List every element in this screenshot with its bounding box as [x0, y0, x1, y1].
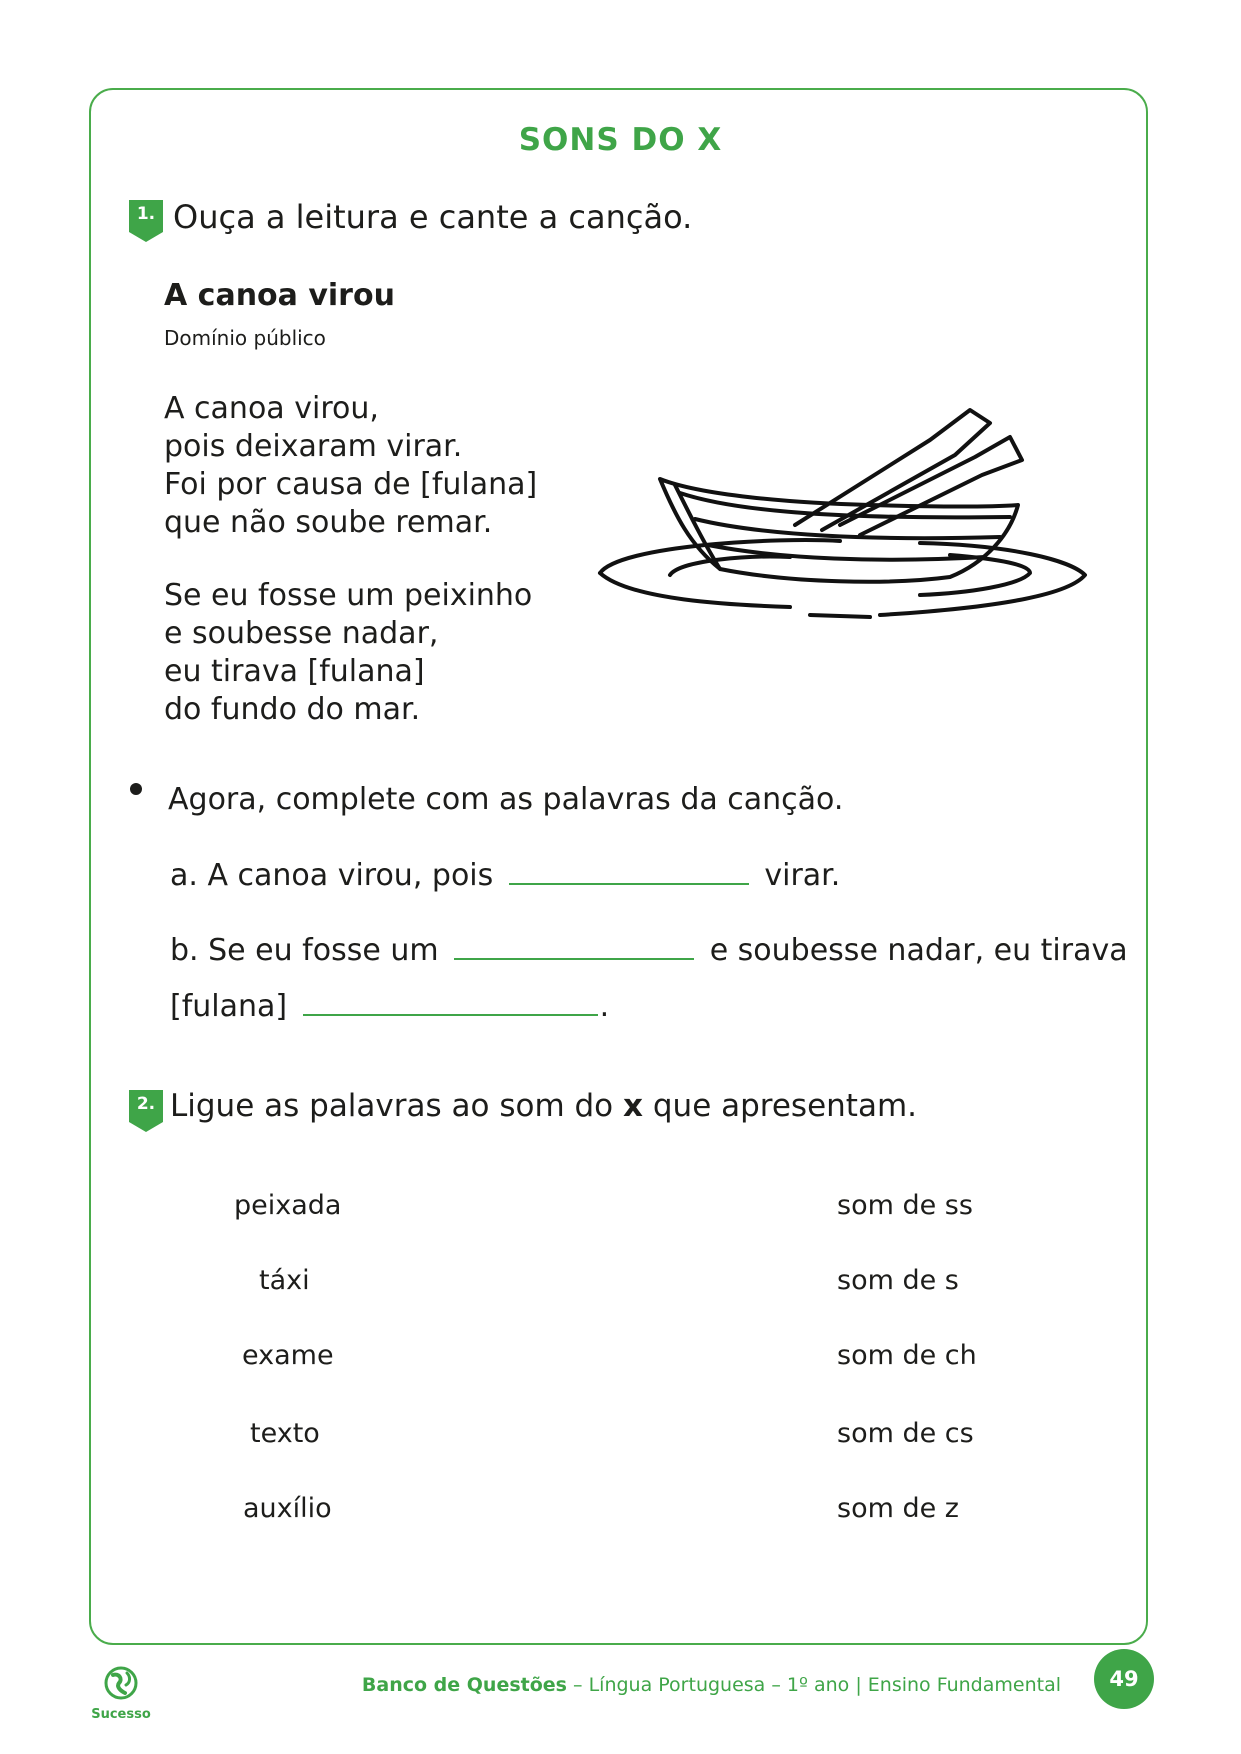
- verse-line: eu tirava [fulana]: [164, 654, 425, 689]
- exercise-b-line-2: [170, 989, 609, 1024]
- question-1-number: 1.: [136, 204, 156, 224]
- question-2-prompt: [170, 1088, 917, 1124]
- song-title: A canoa virou: [164, 278, 395, 313]
- verse-line: que não soube remar.: [164, 505, 493, 540]
- publisher-logo: [86, 1665, 156, 1722]
- exercise-b-text-before: Se eu fosse um: [208, 933, 439, 968]
- exercise-b-end: .: [599, 989, 610, 1024]
- bullet-dot: [130, 783, 142, 795]
- footer-book-title: Banco de Questões: [361, 1674, 567, 1696]
- answer-blank-b1[interactable]: [454, 954, 694, 960]
- song-author: Domínio público: [164, 326, 326, 350]
- match-sound[interactable]: som de ch: [837, 1340, 977, 1371]
- verse-line: e soubesse nadar,: [164, 616, 439, 651]
- match-sound[interactable]: som de s: [837, 1265, 959, 1296]
- answer-blank-b2[interactable]: [303, 1010, 598, 1016]
- match-word[interactable]: texto: [250, 1418, 320, 1449]
- canoe-illustration: [590, 395, 1090, 625]
- exercise-a-text-before: A canoa virou, pois: [207, 858, 494, 893]
- page-title: SONS DO X: [518, 122, 723, 158]
- match-sound[interactable]: som de ss: [837, 1190, 973, 1221]
- match-word[interactable]: auxílio: [243, 1493, 332, 1524]
- verse-line: Se eu fosse um peixinho: [164, 578, 533, 613]
- question-2-prompt-before: Ligue as palavras ao som do: [170, 1088, 614, 1124]
- globe-logo-icon: [101, 1665, 141, 1701]
- exercise-b-label: b.: [170, 933, 199, 968]
- exercise-a-label: a.: [170, 858, 198, 893]
- match-sound[interactable]: som de cs: [837, 1418, 974, 1449]
- match-word[interactable]: peixada: [234, 1190, 342, 1221]
- publisher-logo-label: Sucesso: [91, 1707, 151, 1722]
- exercise-b: [170, 933, 1128, 968]
- question-2-prompt-after: que apresentam.: [652, 1088, 918, 1124]
- question-1-prompt: Ouça a leitura e cante a canção.: [173, 198, 693, 236]
- page-number: 49: [1094, 1649, 1154, 1709]
- footer-book-info: [362, 1674, 1061, 1696]
- verse-line: do fundo do mar.: [164, 692, 421, 727]
- completion-instruction: Agora, complete com as palavras da canção.: [168, 782, 844, 817]
- question-2-prompt-x: x: [623, 1088, 644, 1124]
- match-word[interactable]: exame: [242, 1340, 334, 1371]
- verse-line: A canoa virou,: [164, 391, 379, 426]
- exercise-b-line2-text: [fulana]: [170, 989, 288, 1024]
- exercise-b-text-after: e soubesse nadar, eu tirava: [709, 933, 1128, 968]
- question-2-badge: [129, 1090, 163, 1132]
- question-2-number: 2.: [136, 1094, 156, 1114]
- song-stanza-1: [164, 390, 537, 542]
- match-word[interactable]: táxi: [259, 1265, 310, 1296]
- question-1-badge: [129, 200, 163, 242]
- exercise-a: [170, 858, 840, 893]
- footer-book-details: – Língua Portuguesa – 1º ano | Ensino Fundamental: [573, 1674, 1061, 1696]
- match-sound[interactable]: som de z: [837, 1493, 959, 1524]
- verse-line: Foi por causa de [fulana]: [164, 467, 538, 502]
- answer-blank-a[interactable]: [509, 879, 749, 885]
- exercise-a-text-after: virar.: [764, 858, 841, 893]
- verse-line: pois deixaram virar.: [164, 429, 463, 464]
- song-stanza-2: [164, 577, 532, 729]
